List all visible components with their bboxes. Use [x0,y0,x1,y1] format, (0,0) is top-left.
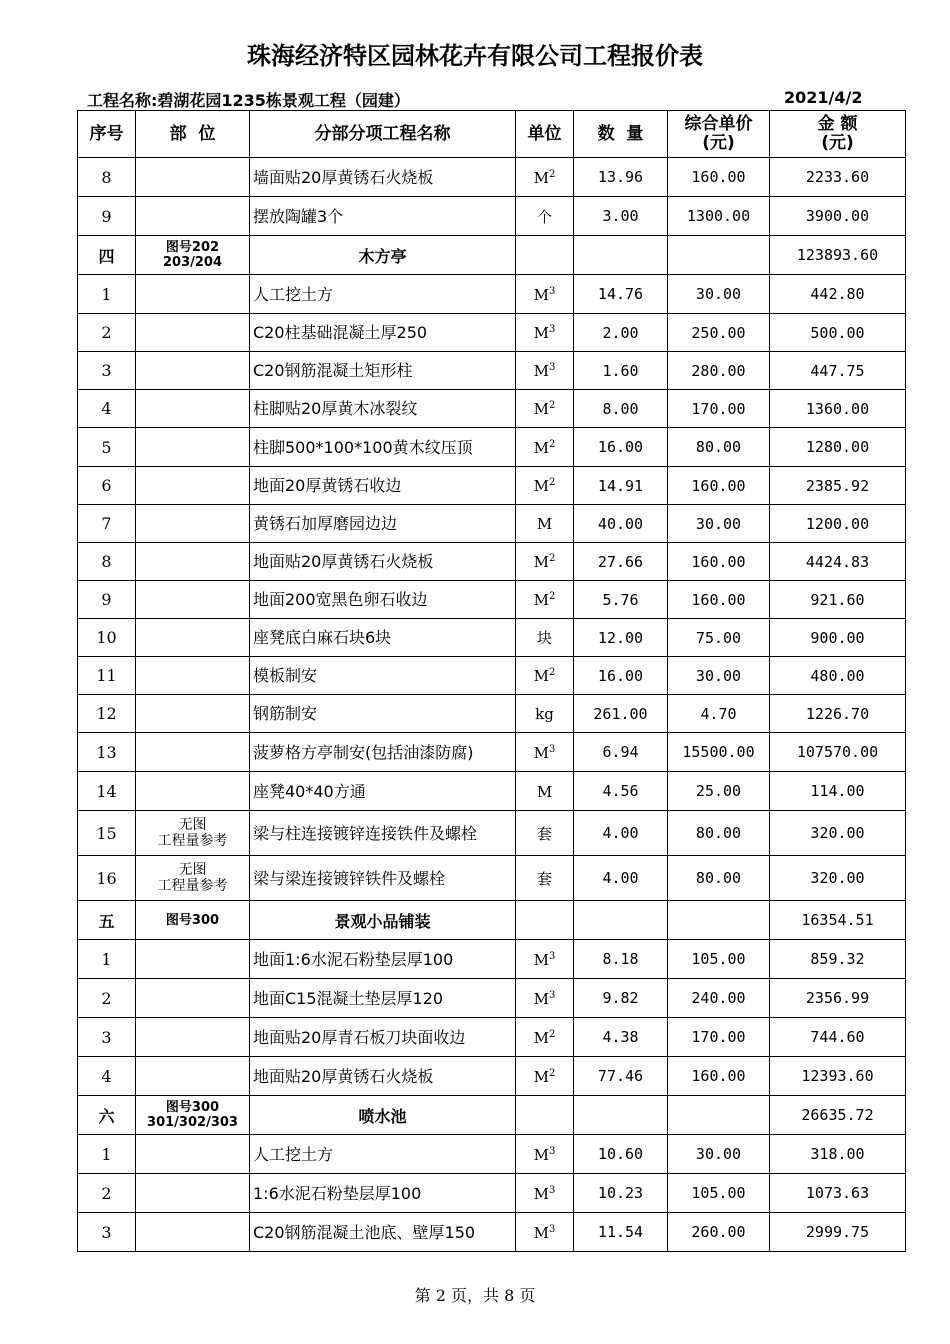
cell-unit [516,428,574,467]
cell-unit [516,979,574,1018]
cell-unit-price: 30.00 [668,505,770,543]
cell-quantity: 4.38 [574,1018,668,1057]
unit-text: M [533,950,549,969]
cell-unit-price: 1300.00 [668,197,770,236]
section-row [78,1096,906,1135]
unit-text: M [533,324,549,342]
cell-seq: 5 [78,428,136,467]
cell-unit-price: 80.00 [668,428,770,467]
cell-unit-price [668,236,770,275]
quotation-table [77,110,906,1252]
unit-exponent: 3 [548,1223,556,1235]
cell-unit-price: 160.00 [668,543,770,581]
cell-item-name: 地面贴20厚青石板刀块面收边 [250,1018,516,1057]
table-row [78,158,906,197]
table-row [78,390,906,428]
cell-quantity: 77.46 [574,1057,668,1096]
cell-item-name: C20柱基础混凝土厚250 [250,314,516,352]
cell-item-name: 地面C15混凝土垫层厚120 [250,979,516,1018]
cell-position: 图号300 301/302/303 [136,1096,250,1135]
table-row [78,314,906,352]
cell-seq: 12 [78,695,136,733]
cell-quantity: 8.00 [574,390,668,428]
cell-unit-price: 240.00 [668,979,770,1018]
cell-quantity: 14.76 [574,275,668,314]
cell-quantity: 8.18 [574,940,668,979]
cell-quantity: 3.00 [574,197,668,236]
cell-seq: 2 [78,1174,136,1213]
cell-quantity: 10.60 [574,1135,668,1174]
unit-exponent: 3 [548,324,556,335]
cell-seq: 2 [78,314,136,352]
cell-position [136,197,250,236]
cell-unit-price: 30.00 [668,275,770,314]
cell-quantity: 1.60 [574,352,668,390]
cell-unit-price: 30.00 [668,1135,770,1174]
cell-unit [516,390,574,428]
cell-amount: 1200.00 [770,505,906,543]
cell-unit [516,901,574,940]
unit-text: 套 [536,824,552,843]
cell-item-name: 地面20厚黄锈石收边 [250,467,516,505]
cell-seq: 8 [78,543,136,581]
cell-item-name: 座凳40*40方通 [250,772,516,811]
cell-item-name: 景观小品铺装 [250,901,516,940]
cell-unit-price [668,901,770,940]
cell-quantity: 2.00 [574,314,668,352]
cell-amount: 2356.99 [770,979,906,1018]
unit-text: M [533,400,549,418]
header-price: 综合单价 (元) [668,111,770,158]
cell-item-name: 木方亭 [250,236,516,275]
table-row [78,1174,906,1213]
cell-amount: 2233.60 [770,158,906,197]
unit-exponent: 2 [548,438,556,450]
page-footer: 第 2 页，共 8 页 [414,1286,536,1305]
cell-unit [516,543,574,581]
header-qty: 数 量 [574,111,668,158]
cell-unit [516,236,574,275]
cell-amount: 2999.75 [770,1213,906,1252]
cell-seq: 9 [78,581,136,619]
cell-quantity: 27.66 [574,543,668,581]
cell-item-name: 地面贴20厚黄锈石火烧板 [250,543,516,581]
cell-unit-price: 30.00 [668,657,770,695]
unit-exponent: 3 [548,989,556,1001]
cell-unit [516,352,574,390]
header-position: 部 位 [136,111,250,158]
cell-amount: 123893.60 [770,236,906,275]
cell-seq: 六 [78,1096,136,1135]
unit-exponent: 2 [548,168,556,180]
unit-exponent: 3 [548,1184,556,1196]
cell-seq: 13 [78,733,136,772]
unit-text: 个 [536,207,552,226]
unit-exponent: 2 [548,1067,556,1079]
cell-unit [516,1213,574,1252]
cell-position [136,979,250,1018]
unit-text: M [533,1067,549,1086]
cell-seq: 五 [78,901,136,940]
cell-item-name: 模板制安 [250,657,516,695]
table-row [78,619,906,657]
cell-quantity: 4.00 [574,811,668,856]
cell-unit-price: 170.00 [668,390,770,428]
table-row [78,543,906,581]
table-body [78,158,906,1252]
cell-item-name: 人工挖土方 [250,275,516,314]
unit-exponent: 3 [548,362,556,373]
table-row [78,1057,906,1096]
cell-amount: 480.00 [770,657,906,695]
cell-position [136,695,250,733]
cell-amount: 859.32 [770,940,906,979]
cell-position [136,467,250,505]
cell-seq: 15 [78,811,136,856]
unit-text: M [533,1145,549,1164]
unit-text: M [533,477,549,495]
cell-unit [516,695,574,733]
cell-position [136,619,250,657]
cell-seq: 8 [78,158,136,197]
cell-unit-price: 250.00 [668,314,770,352]
cell-seq: 2 [78,979,136,1018]
cell-item-name: 人工挖土方 [250,1135,516,1174]
cell-item-name: 地面1:6水泥石粉垫层厚100 [250,940,516,979]
document-date: 2021/4/2 [784,88,863,107]
cell-item-name: 地面200宽黑色卵石收边 [250,581,516,619]
cell-amount: 318.00 [770,1135,906,1174]
cell-seq: 14 [78,772,136,811]
cell-position [136,940,250,979]
cell-position: 无图 工程量参考 [136,856,250,901]
cell-item-name: 喷水池 [250,1096,516,1135]
cell-unit [516,657,574,695]
cell-seq: 4 [78,1057,136,1096]
unit-exponent: 2 [548,553,556,564]
cell-quantity: 16.00 [574,657,668,695]
section-row [78,236,906,275]
document-title: 珠海经济特区园林花卉有限公司工程报价表 [247,42,703,70]
cell-position [136,1135,250,1174]
cell-unit [516,197,574,236]
unit-text: M [533,168,549,187]
cell-quantity: 4.00 [574,856,668,901]
cell-unit [516,505,574,543]
cell-seq: 3 [78,1213,136,1252]
cell-position [136,1213,250,1252]
cell-quantity: 9.82 [574,979,668,1018]
header-amount: 金 额 (元) [770,111,906,158]
unit-exponent: 3 [548,285,556,297]
cell-amount: 1073.63 [770,1174,906,1213]
unit-text: M [533,1028,549,1047]
cell-unit-price: 160.00 [668,581,770,619]
cell-unit-price: 160.00 [668,1057,770,1096]
cell-amount: 114.00 [770,772,906,811]
cell-amount: 26635.72 [770,1096,906,1135]
project-name: 工程名称:碧湖花园1235栋景观工程（园建） [87,91,410,110]
cell-unit-price: 160.00 [668,158,770,197]
unit-text: M [533,1184,549,1203]
cell-quantity: 10.23 [574,1174,668,1213]
cell-position [136,1174,250,1213]
unit-text: M [533,285,549,304]
cell-position [136,158,250,197]
unit-text: M [533,667,549,685]
cell-unit [516,772,574,811]
table-row [78,1213,906,1252]
cell-amount: 744.60 [770,1018,906,1057]
table-row [78,940,906,979]
cell-position: 图号300 [136,901,250,940]
cell-item-name: 地面贴20厚黄锈石火烧板 [250,1057,516,1096]
section-row [78,901,906,940]
cell-amount: 447.75 [770,352,906,390]
cell-quantity: 16.00 [574,428,668,467]
cell-seq: 1 [78,1135,136,1174]
cell-amount: 500.00 [770,314,906,352]
cell-item-name: 摆放陶罐3个 [250,197,516,236]
cell-unit [516,856,574,901]
cell-unit [516,940,574,979]
cell-unit [516,811,574,856]
cell-unit-price: 170.00 [668,1018,770,1057]
cell-amount: 16354.51 [770,901,906,940]
table-row [78,657,906,695]
unit-text: 块 [536,629,552,647]
table-row [78,1135,906,1174]
table-row [78,352,906,390]
table-row [78,197,906,236]
unit-exponent: 2 [548,591,556,602]
cell-item-name: C20钢筋混凝土矩形柱 [250,352,516,390]
table-row [78,428,906,467]
unit-text: M [536,782,553,801]
cell-seq: 6 [78,467,136,505]
cell-unit-price: 75.00 [668,619,770,657]
cell-item-name: 梁与柱连接镀锌连接铁件及螺栓 [250,811,516,856]
cell-position [136,772,250,811]
cell-unit [516,1174,574,1213]
unit-text: M [533,989,549,1008]
cell-position [136,733,250,772]
cell-amount: 442.80 [770,275,906,314]
cell-item-name: C20钢筋混凝土池底、壁厚150 [250,1213,516,1252]
cell-amount: 1360.00 [770,390,906,428]
cell-unit-price: 280.00 [668,352,770,390]
cell-unit-price: 105.00 [668,1174,770,1213]
cell-seq: 四 [78,236,136,275]
unit-exponent: 2 [548,667,556,678]
cell-item-name: 梁与梁连接镀锌铁件及螺栓 [250,856,516,901]
cell-amount: 1280.00 [770,428,906,467]
cell-seq: 9 [78,197,136,236]
cell-unit-price: 105.00 [668,940,770,979]
unit-exponent: 2 [548,477,556,488]
cell-quantity: 261.00 [574,695,668,733]
cell-seq: 16 [78,856,136,901]
cell-position [136,275,250,314]
cell-position [136,314,250,352]
cell-position: 图号202 203/204 [136,236,250,275]
cell-seq: 1 [78,940,136,979]
cell-unit [516,275,574,314]
cell-seq: 11 [78,657,136,695]
cell-quantity [574,1096,668,1135]
cell-position [136,657,250,695]
cell-item-name: 柱脚500*100*100黄木纹压顶 [250,428,516,467]
cell-amount: 107570.00 [770,733,906,772]
cell-unit [516,158,574,197]
cell-quantity: 13.96 [574,158,668,197]
cell-unit [516,314,574,352]
unit-text: M [533,743,549,762]
cell-amount: 1226.70 [770,695,906,733]
unit-text: M [533,438,549,457]
cell-amount: 3900.00 [770,197,906,236]
cell-amount: 921.60 [770,581,906,619]
cell-position [136,390,250,428]
cell-quantity: 5.76 [574,581,668,619]
table-row [78,695,906,733]
unit-text: M [533,1223,549,1242]
cell-unit-price: 25.00 [668,772,770,811]
table-row [78,856,906,901]
cell-position [136,352,250,390]
cell-item-name: 菠萝格方亭制安(包括油漆防腐) [250,733,516,772]
cell-unit-price: 4.70 [668,695,770,733]
unit-text: kg [535,705,554,723]
cell-position [136,543,250,581]
cell-seq: 1 [78,275,136,314]
cell-quantity: 4.56 [574,772,668,811]
unit-text: M [536,515,553,533]
cell-seq: 4 [78,390,136,428]
cell-amount: 900.00 [770,619,906,657]
cell-unit-price: 80.00 [668,811,770,856]
unit-text: M [533,553,549,571]
cell-seq: 3 [78,352,136,390]
unit-text: M [533,591,549,609]
cell-seq: 7 [78,505,136,543]
table-row [78,811,906,856]
cell-quantity: 6.94 [574,733,668,772]
cell-unit-price [668,1096,770,1135]
table-row [78,979,906,1018]
table-row [78,467,906,505]
cell-unit [516,619,574,657]
table-row [78,1018,906,1057]
cell-unit-price: 15500.00 [668,733,770,772]
cell-quantity: 14.91 [574,467,668,505]
unit-exponent: 2 [548,400,556,411]
cell-position [136,581,250,619]
cell-position [136,1057,250,1096]
cell-position [136,428,250,467]
header-name: 分部分项工程名称 [250,111,516,158]
cell-unit [516,467,574,505]
cell-unit-price: 260.00 [668,1213,770,1252]
header-unit: 单位 [516,111,574,158]
cell-amount: 4424.83 [770,543,906,581]
cell-unit [516,1135,574,1174]
cell-item-name: 墙面贴20厚黄锈石火烧板 [250,158,516,197]
table-header-row [78,111,906,158]
unit-exponent: 3 [548,950,556,962]
cell-item-name: 座凳底白麻石块6块 [250,619,516,657]
cell-position: 无图 工程量参考 [136,811,250,856]
unit-exponent: 3 [548,743,556,755]
table-row [78,733,906,772]
table-row [78,772,906,811]
cell-unit-price: 160.00 [668,467,770,505]
table-row [78,581,906,619]
cell-item-name: 钢筋制安 [250,695,516,733]
cell-unit [516,733,574,772]
cell-item-name: 柱脚贴20厚黄木冰裂纹 [250,390,516,428]
cell-unit-price: 80.00 [668,856,770,901]
cell-quantity: 11.54 [574,1213,668,1252]
cell-quantity [574,901,668,940]
cell-seq: 3 [78,1018,136,1057]
table-row [78,275,906,314]
cell-unit [516,581,574,619]
cell-position [136,505,250,543]
cell-seq: 10 [78,619,136,657]
cell-unit [516,1096,574,1135]
cell-position [136,1018,250,1057]
cell-quantity: 12.00 [574,619,668,657]
cell-amount: 2385.92 [770,467,906,505]
cell-amount: 320.00 [770,811,906,856]
cell-unit [516,1057,574,1096]
unit-exponent: 2 [548,1028,556,1040]
cell-amount: 320.00 [770,856,906,901]
cell-quantity: 40.00 [574,505,668,543]
unit-text: 套 [536,869,552,888]
cell-amount: 12393.60 [770,1057,906,1096]
cell-item-name: 黄锈石加厚磨园边边 [250,505,516,543]
cell-item-name: 1:6水泥石粉垫层厚100 [250,1174,516,1213]
unit-exponent: 3 [548,1145,556,1157]
header-seq: 序号 [78,111,136,158]
table-row [78,505,906,543]
cell-unit [516,1018,574,1057]
cell-quantity [574,236,668,275]
unit-text: M [533,362,549,380]
